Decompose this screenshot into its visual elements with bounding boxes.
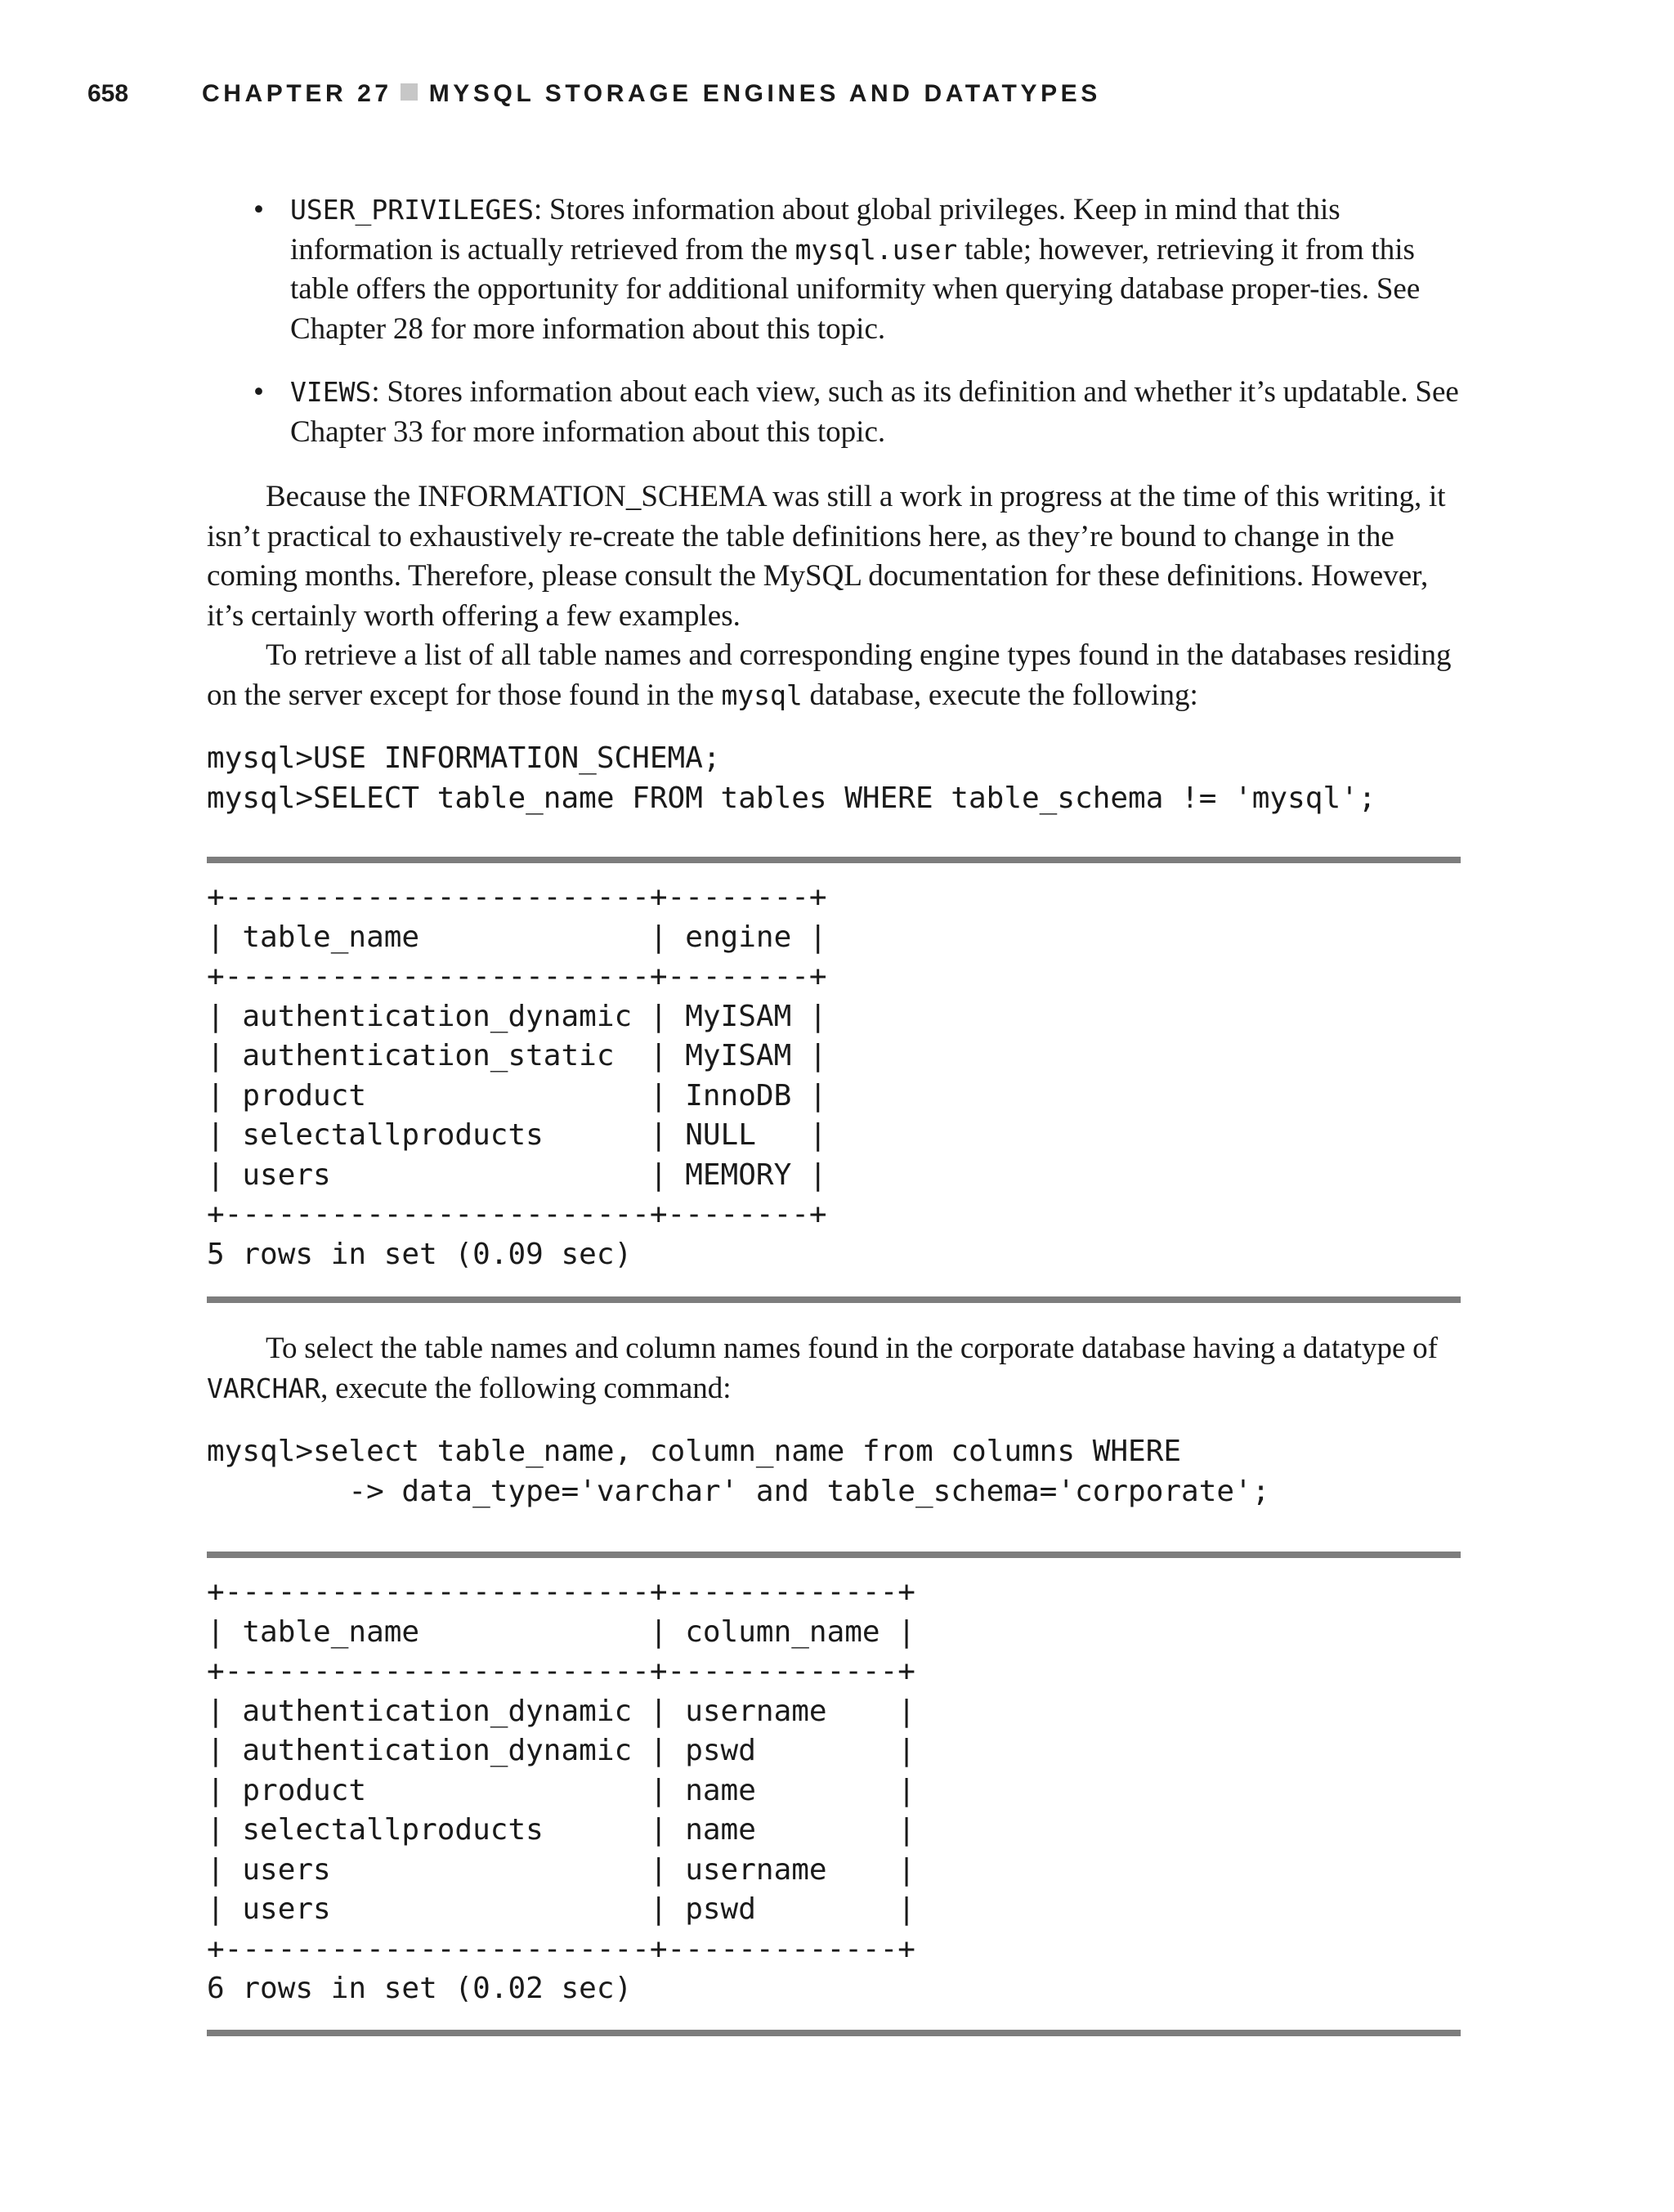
- code-query-columns: mysql>select table_name, column_name from columns WHERE -> data_type='varchar' and table_schema='corporate';: [207, 1435, 1270, 1508]
- paragraph-text-b: database, execute the following:: [802, 678, 1198, 712]
- output-rule-bottom: [207, 1296, 1461, 1303]
- paragraph-schema-intro: [207, 477, 1461, 636]
- paragraph-text-a: To select the table names and column names found in the corporate database having a datatype of: [266, 1332, 1438, 1365]
- page-number: 658: [87, 80, 129, 107]
- inline-code-varchar: VARCHAR: [207, 1372, 321, 1404]
- inline-code-mysql-user: mysql.user: [794, 233, 958, 266]
- paragraph-text-a: To retrieve a list of all table names and corresponding engine types found in the databases residing on the server except for those found in the: [207, 638, 1452, 712]
- term-user-privileges: USER_PRIVILEGES: [290, 194, 535, 226]
- bullet-text: : Stores information about each view, such as its definition and whether it’s updatable. See Chapter 33 for more information about this topic.: [290, 375, 1459, 449]
- output-table-columns: +------------------------+-------------+ | table_name | column_name | +------------------------+-------------+ | authentication_dynamic | username | | authentication_dynamic | pswd | | product | name | | selectallproducts | name | | users | username | | users | pswd | +------------------------+-------------+ 6 rows in set (0.02 sec): [207, 1575, 915, 2005]
- bullet-text-a: : Stores information about global privileges. Keep in mind that this information is actually retrieved from the: [290, 193, 1341, 266]
- list-item-user-privileges: [253, 190, 1461, 349]
- term-views: VIEWS: [290, 376, 372, 408]
- list-item-views: [253, 373, 1461, 452]
- output-rule-top: [207, 857, 1461, 863]
- output-tables-engines: +------------------------+--------+ | table_name | engine | +------------------------+--------+ | authentication_dynamic | MyISAM | | authentication_static | MyISAM | | product | InnoDB | | selectallproducts | NULL | | users | MEMORY | +------------------------+--------+ 5 rows in set (0.09 sec): [207, 880, 827, 1271]
- separator-square-icon: [401, 83, 418, 101]
- chapter-title: MYSQL STORAGE ENGINES AND DATATYPES: [428, 80, 1101, 107]
- code-query-tables: mysql>USE INFORMATION_SCHEMA; mysql>SELECT table_name FROM tables WHERE table_schema != 'mysql';: [207, 741, 1376, 815]
- output-rule-top: [207, 1552, 1461, 1558]
- bullet-icon: •: [253, 375, 264, 409]
- paragraph-select-columns: [207, 1329, 1461, 1408]
- running-head: [202, 80, 1101, 108]
- paragraph-text: Because the INFORMATION_SCHEMA was still a work in progress at the time of this writing, it isn’t practical to exhaustively re-create the table definitions here, as they’re bound to change in the coming months. Therefore, please consult the MySQL documentation for these definitions. However, it’s certainly worth offering a few examples.: [207, 480, 1446, 633]
- inline-code-mysql: mysql: [721, 678, 803, 711]
- output-rule-bottom: [207, 2030, 1461, 2036]
- bullet-icon: •: [253, 193, 264, 226]
- paragraph-retrieve-tables: [207, 636, 1461, 715]
- chapter-label: CHAPTER 27: [202, 80, 392, 107]
- bullet-text-b: table; however, retrieving it from this table offers the opportunity for additional uniformity when querying database proper-ties. See Chapter 28 for more information about this topic.: [290, 232, 1421, 346]
- paragraph-text-b: , execute the following command:: [320, 1371, 732, 1405]
